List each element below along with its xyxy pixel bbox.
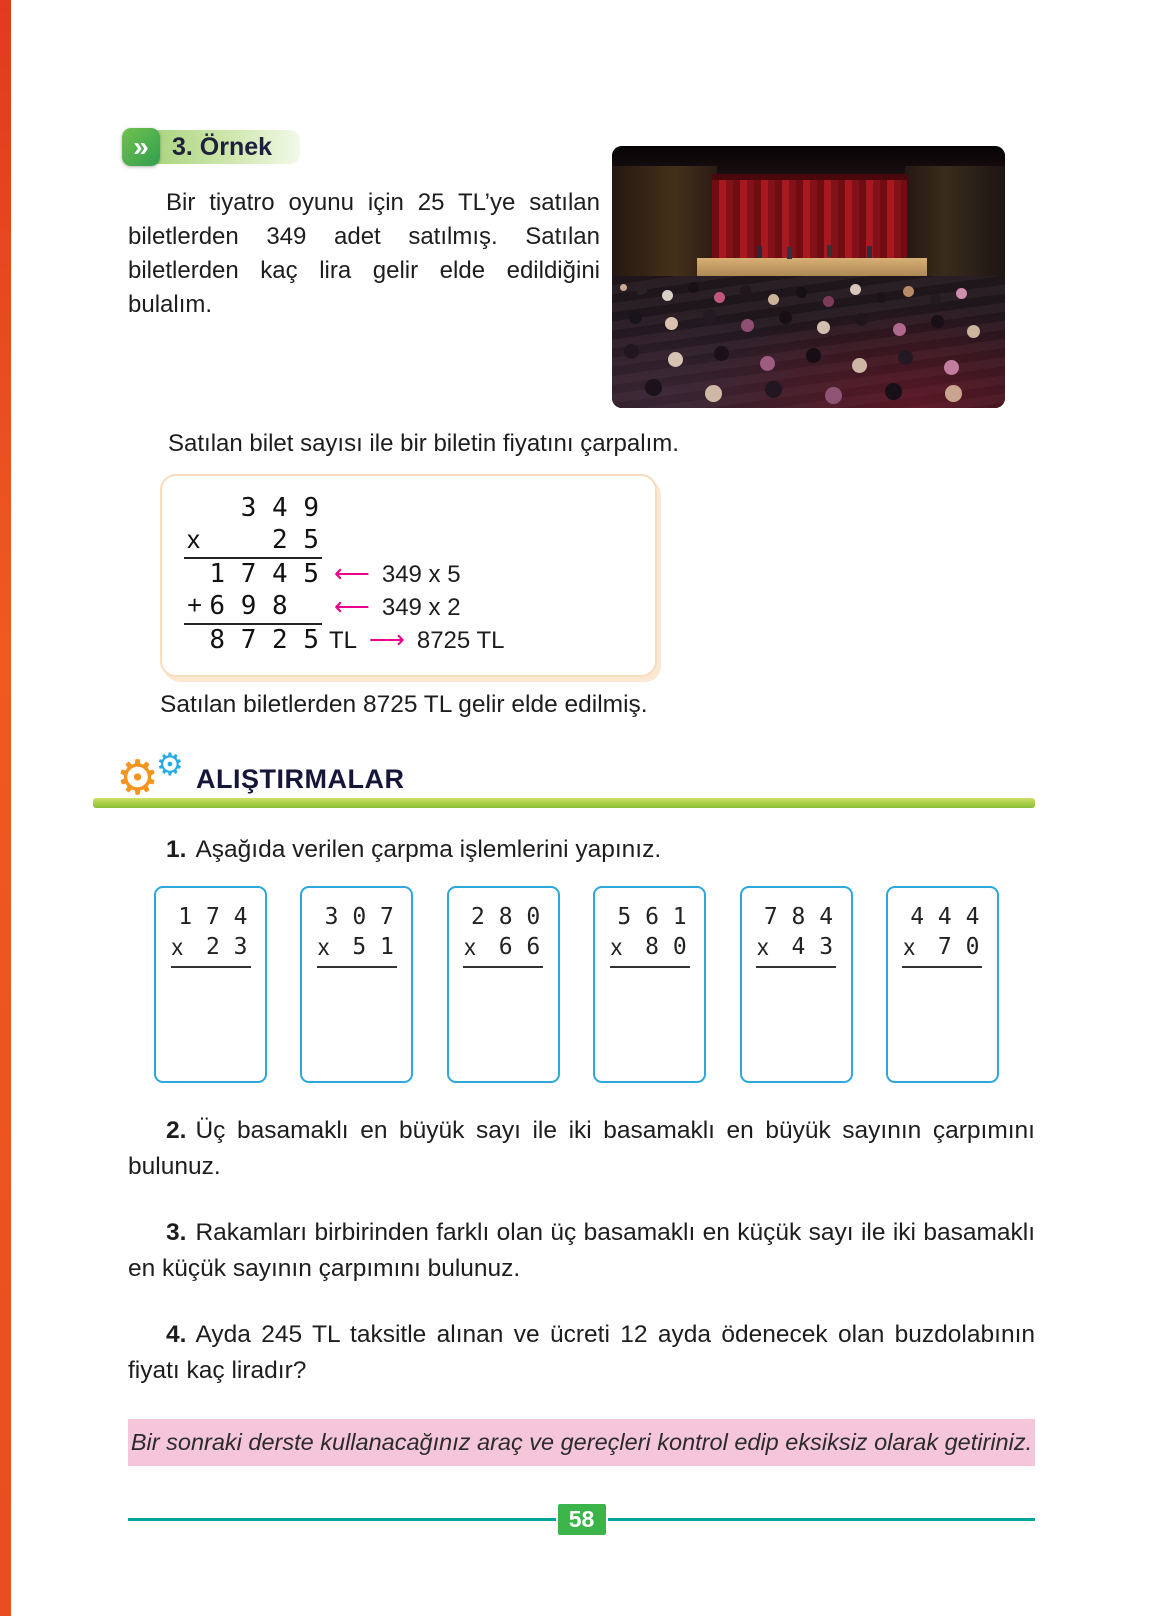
question-4 <box>128 1317 1035 1389</box>
example-section <box>128 128 1035 424</box>
multiplicand: 7 8 4 <box>763 904 834 930</box>
multiply-sign: x <box>187 524 200 554</box>
gear-small-icon: ⚙ <box>156 747 184 782</box>
mult-row-result <box>184 624 633 657</box>
arrow-left-icon: ⟵ <box>334 593 370 621</box>
question-text: Rakamları birbirinden farklı olan üç basamaklı en küçük sayı ile iki basamaklı en küçük sayının çarpımını bulunuz. <box>128 1219 1035 1282</box>
exercises-header <box>116 747 1035 805</box>
lead-text: Satılan bilet sayısı ile bir biletin fiyatını çarpalım. <box>168 430 679 457</box>
problem-box <box>593 886 706 1083</box>
currency-unit: TL <box>329 626 358 654</box>
question-number: 2. <box>166 1117 187 1144</box>
multiplier-row <box>317 932 397 968</box>
problem-box-row <box>154 886 999 1083</box>
photo-audience-heads <box>620 284 627 291</box>
arrow-right-icon: ⟶ <box>369 626 405 654</box>
question-number: 1. <box>166 836 187 863</box>
problem-box <box>154 886 267 1083</box>
multiplier: 8 0 <box>645 934 687 960</box>
multiplicand: 1 7 4 <box>178 904 248 930</box>
question-text: Aşağıda verilen çarpma işlemlerini yapınız. <box>195 836 662 863</box>
page-footer <box>128 1504 1035 1535</box>
multiplier-row <box>463 932 543 968</box>
conclusion-text: Satılan biletlerden 8725 TL gelir elde edilmiş. <box>160 691 648 718</box>
mult-digits: 8 7 2 5 <box>209 624 319 655</box>
question-3 <box>128 1215 1035 1287</box>
question-number: 3. <box>166 1219 187 1246</box>
multiply-sign: x <box>171 934 183 960</box>
left-edge-strip <box>0 0 11 1616</box>
question-text: Üç basamaklı en büyük sayı ile iki basamaklı en büyük sayının çarpımını bulunuz. <box>128 1117 1035 1180</box>
theater-photo <box>612 146 1005 408</box>
exercises-title: ALIŞTIRMALAR <box>196 763 405 794</box>
mult-digits: 3 4 9 <box>240 492 319 523</box>
problem-numbers <box>317 902 397 968</box>
mult-digits: 2 5 <box>272 525 319 555</box>
problem-numbers <box>902 902 982 968</box>
mult-row-partial2 <box>184 591 633 624</box>
mult-digits: 1 7 4 5 <box>209 558 319 589</box>
multiplicand: 2 8 0 <box>471 904 541 930</box>
problem-box <box>447 886 560 1083</box>
footer-line-left <box>128 1518 556 1521</box>
problem-numbers <box>463 902 543 968</box>
reminder-text: Bir sonraki derste kullanacağınız araç ve gereçleri kontrol edip eksiksiz olarak getiriniz. <box>130 1429 1033 1455</box>
mult-number <box>184 524 322 559</box>
example-body-text: Bir tiyatro oyunu için 25 TL’ye satılan biletlerden 349 adet satılmış. Satılan biletlerden kaç lira gelir elde edildiğini bulalım. <box>128 189 600 318</box>
mult-row-multiplier <box>184 525 633 558</box>
result-note: 8725 TL <box>416 626 505 654</box>
problem-numbers <box>171 902 251 968</box>
multiplicand: 3 0 7 <box>324 904 394 930</box>
example-title: 3. Örnek <box>172 132 273 161</box>
mult-row-multiplicand <box>184 492 633 525</box>
mult-number <box>184 590 322 625</box>
question-1 <box>128 832 1035 868</box>
example-header <box>122 128 300 166</box>
arrow-left-icon: ⟵ <box>334 560 370 588</box>
multiply-sign: x <box>317 934 330 960</box>
multiply-sign: x <box>757 934 769 960</box>
mult-number <box>184 493 322 525</box>
mult-digits: 6 9 8 <box>209 591 288 621</box>
problem-box <box>740 886 853 1083</box>
multiplier-row <box>610 932 690 968</box>
multiplier-row <box>902 932 982 968</box>
page-number-badge: 58 <box>558 1504 606 1535</box>
gears-icon-group <box>116 747 192 805</box>
multiplier-row <box>756 932 836 968</box>
page-content <box>116 0 1035 1535</box>
multiplier: 6 6 <box>498 934 541 960</box>
photo-audience <box>612 276 1005 408</box>
problem-numbers <box>756 902 836 968</box>
chevron-right-icon: » <box>122 128 160 166</box>
multiplicand: 5 6 1 <box>617 904 687 930</box>
problem-box <box>886 886 999 1083</box>
footer-line-right <box>608 1518 1036 1521</box>
photo-stage-curtain <box>712 174 907 266</box>
multiplier: 2 3 <box>205 934 248 960</box>
partial1-note: 349 x 5 <box>381 560 461 588</box>
question-text: Ayda 245 TL taksitle alınan ve ücreti 12 ayda ödenecek olan buzdolabının fiyatı kaç liradır? <box>128 1321 1035 1384</box>
multiply-sign: x <box>903 934 915 960</box>
partial2-note: 349 x 2 <box>381 593 461 621</box>
problem-numbers <box>610 902 690 968</box>
multiplication-box <box>160 474 657 677</box>
multiplier: 7 0 <box>937 934 980 960</box>
gear-icon: ⚙ <box>116 752 160 805</box>
multiplicand: 4 4 4 <box>910 904 980 930</box>
multiply-sign: x <box>464 934 476 960</box>
plus-sign: + <box>187 590 203 620</box>
reminder-banner <box>128 1419 1035 1466</box>
example-title-pill <box>146 130 300 164</box>
multiplier: 4 3 <box>791 934 834 960</box>
mult-row-partial1 <box>184 558 633 591</box>
multiply-sign: x <box>610 934 623 960</box>
problem-box <box>300 886 413 1083</box>
mult-number <box>184 559 322 591</box>
question-2 <box>128 1113 1035 1185</box>
multiplier: 5 1 <box>352 934 394 960</box>
question-number: 4. <box>166 1321 187 1348</box>
multiplier-row <box>171 932 251 968</box>
mult-number <box>184 625 322 657</box>
